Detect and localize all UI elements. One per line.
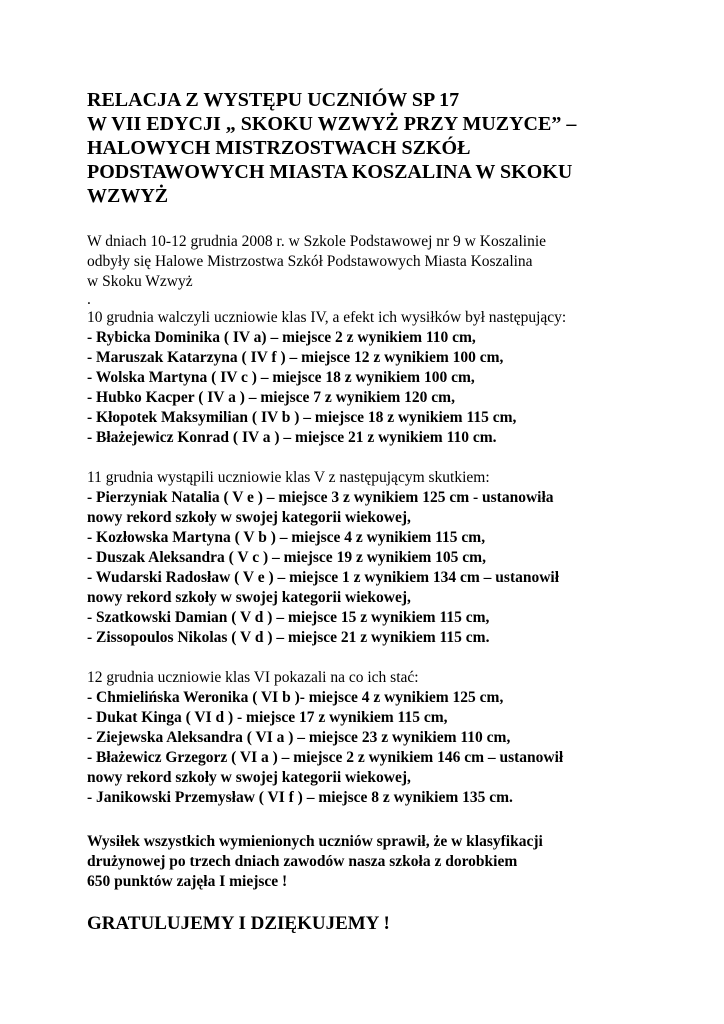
result-line: - Błażewicz Grzegorz ( VI a ) – miejsce 2 z wynikiem 146 cm – ustanowił xyxy=(87,749,564,766)
intro-line: W dniach 10-12 grudnia 2008 r. w Szkole Podstawowej nr 9 w Koszalinie xyxy=(87,233,547,250)
result-line: - Hubko Kacper ( IV a ) – miejsce 7 z wynikiem 120 cm, xyxy=(87,389,455,406)
result-line: - Zissopoulos Nikolas ( V d ) – miejsce 21 z wynikiem 115 cm. xyxy=(87,629,490,646)
intro-dot: . xyxy=(87,291,91,308)
section-heading: 12 grudnia uczniowie klas VI pokazali na co ich stać: xyxy=(87,669,419,686)
document-title xyxy=(87,88,687,208)
result-line: - Duszak Aleksandra ( V c ) – miejsce 19 z wynikiem 105 cm, xyxy=(87,549,486,566)
result-line: - Wudarski Radosław ( V e ) – miejsce 1 z wynikiem 134 cm – ustanowił xyxy=(87,569,560,586)
title-line: HALOWYCH MISTRZOSTWACH SZKÓŁ xyxy=(87,137,471,159)
section-class-v xyxy=(87,468,687,648)
intro-line: w Skoku Wzwyż xyxy=(87,273,193,290)
title-line: WZWYŻ xyxy=(87,185,169,207)
document-body xyxy=(87,88,687,936)
result-line: - Maruszak Katarzyna ( IV f ) – miejsce 12 z wynikiem 100 cm, xyxy=(87,349,504,366)
closing-heading: GRATULUJEMY I DZIĘKUJEMY ! xyxy=(87,913,390,934)
summary-paragraph xyxy=(87,832,687,892)
result-line: - Chmielińska Weronika ( VI b )- miejsce 4 z wynikiem 125 cm, xyxy=(87,689,504,706)
result-line: nowy rekord szkoły w swojej kategorii wiekowej, xyxy=(87,769,411,786)
section-heading: 10 grudnia walczyli uczniowie klas IV, a efekt ich wysiłków był następujący: xyxy=(87,309,567,326)
summary-line: 650 punktów zajęła I miejsce ! xyxy=(87,873,288,890)
section-class-vi xyxy=(87,668,687,808)
result-line: - Kozłowska Martyna ( V b ) – miejsce 4 z wynikiem 115 cm, xyxy=(87,529,486,546)
result-line: - Ziejewska Aleksandra ( VI a ) – miejsce 23 z wynikiem 110 cm, xyxy=(87,729,511,746)
result-line: - Wolska Martyna ( IV c ) – miejsce 18 z wynikiem 100 cm, xyxy=(87,369,475,386)
result-line: - Pierzyniak Natalia ( V e ) – miejsce 3 z wynikiem 125 cm - ustanowiła xyxy=(87,489,554,506)
result-line: nowy rekord szkoły w swojej kategorii wiekowej, xyxy=(87,509,411,526)
section-heading: 11 grudnia wystąpili uczniowie klas V z następującym skutkiem: xyxy=(87,469,490,486)
title-line: RELACJA Z WYSTĘPU UCZNIÓW SP 17 xyxy=(87,89,460,111)
summary-line: Wysiłek wszystkich wymienionych uczniów sprawił, że w klasyfikacji xyxy=(87,833,543,850)
result-line: - Szatkowski Damian ( V d ) – miejsce 15 z wynikiem 115 cm, xyxy=(87,609,490,626)
title-line: W VII EDYCJI „ SKOKU WZWYŻ PRZY MUZYCE” – xyxy=(87,113,577,135)
result-line: - Rybicka Dominika ( IV a) – miejsce 2 z wynikiem 110 cm, xyxy=(87,329,476,346)
result-line: nowy rekord szkoły w swojej kategorii wiekowej, xyxy=(87,589,411,606)
title-line: PODSTAWOWYCH MIASTA KOSZALINA W SKOKU xyxy=(87,161,573,183)
intro-line: odbyły się Halowe Mistrzostwa Szkół Podstawowych Miasta Koszalina xyxy=(87,253,533,270)
result-line: - Dukat Kinga ( VI d ) - miejsce 17 z wynikiem 115 cm, xyxy=(87,709,448,726)
summary-line: drużynowej po trzech dniach zawodów nasza szkoła z dorobkiem xyxy=(87,853,518,870)
result-line: - Janikowski Przemysław ( VI f ) – miejsce 8 z wynikiem 135 cm. xyxy=(87,789,513,806)
section-class-iv xyxy=(87,308,687,448)
result-line: - Błażejewicz Konrad ( IV a ) – miejsce 21 z wynikiem 110 cm. xyxy=(87,429,497,446)
intro-paragraph xyxy=(87,232,687,308)
result-line: - Kłopotek Maksymilian ( IV b ) – miejsce 18 z wynikiem 115 cm, xyxy=(87,409,517,426)
